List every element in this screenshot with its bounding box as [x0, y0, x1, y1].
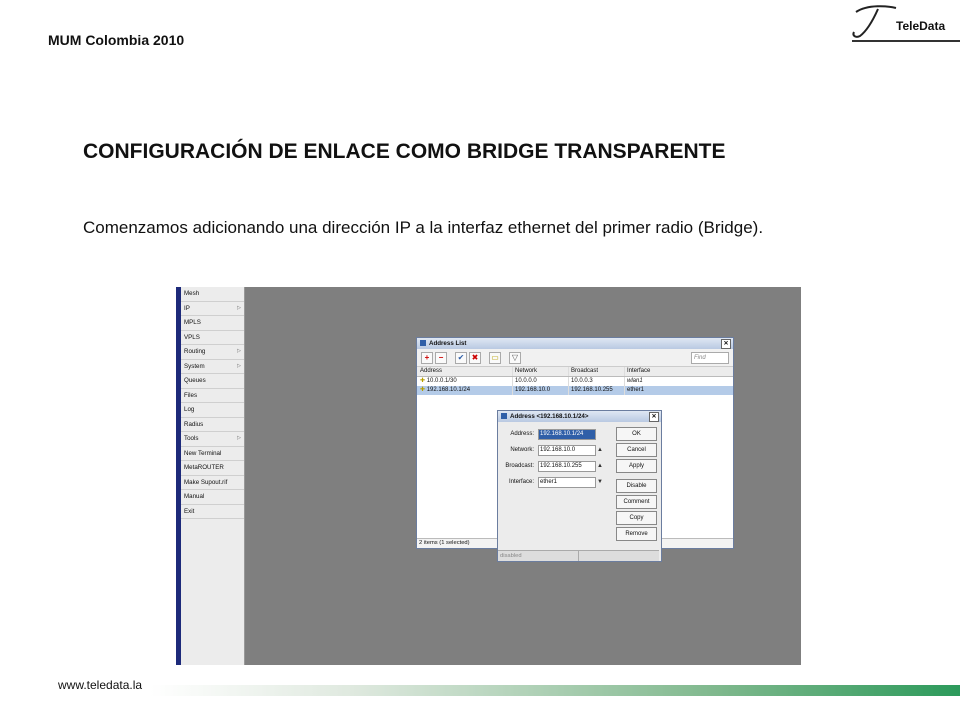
logo-underline [852, 40, 960, 42]
column-header[interactable]: Address [417, 367, 513, 376]
winbox-screenshot [176, 287, 801, 665]
submenu-arrow-icon: ▷ [237, 362, 241, 369]
copy-button[interactable]: Copy [616, 511, 657, 525]
menu-item-system[interactable]: System ▷ [181, 360, 244, 375]
network-label: Network: [510, 447, 534, 453]
address-icon: ✚ [420, 387, 426, 393]
add-icon[interactable]: + [421, 352, 433, 364]
window-icon [420, 340, 426, 346]
address-dialog-status: disabled [498, 550, 659, 561]
comment-icon[interactable]: ▭ [489, 352, 501, 364]
footer-url[interactable]: www.teledata.la [58, 678, 143, 692]
enable-check-icon[interactable]: ✔ [455, 352, 467, 364]
address-dialog-titlebar[interactable]: Address <192.168.10.1/24> ✕ [498, 411, 661, 422]
address-field[interactable]: 192.168.10.1/24 [538, 429, 596, 440]
submenu-arrow-icon: ▷ [237, 348, 241, 354]
apply-button[interactable]: Apply [616, 459, 657, 473]
address-dialog [497, 410, 662, 562]
event-name: MUM Colombia 2010 [48, 32, 185, 48]
menu-item-log[interactable]: Log [181, 403, 244, 418]
menu-item-routing[interactable]: Routing ▷ [181, 345, 244, 360]
column-header[interactable]: Network [513, 367, 569, 376]
cancel-button[interactable]: Cancel [616, 443, 657, 457]
footer-gradient-bar [150, 685, 960, 696]
slide-title: CONFIGURACIÓN DE ENLACE COMO BRIDGE TRANSPARENTE [83, 140, 726, 163]
disable-x-icon[interactable]: ✖ [469, 352, 481, 364]
collapse-up-icon[interactable]: ▲ [597, 463, 603, 469]
ok-button[interactable]: OK [616, 427, 657, 441]
submenu-arrow-icon: ▷ [237, 435, 241, 441]
menu-item-radius[interactable]: Radius [181, 418, 244, 433]
menu-item-ip[interactable]: IP ▷ [181, 302, 244, 317]
address-icon: ✚ [420, 378, 426, 384]
comment-button[interactable]: Comment [616, 495, 657, 509]
broadcast-field[interactable]: 192.168.10.255 [538, 461, 596, 472]
column-header[interactable]: Broadcast [569, 367, 625, 376]
menu-item-metarouter[interactable]: MetaROUTER [181, 461, 244, 476]
column-header[interactable]: Interface [627, 368, 651, 374]
disable-button[interactable]: Disable [616, 479, 657, 493]
address-list-titlebar[interactable]: Address List ✕ [417, 338, 733, 349]
broadcast-label: Broadcast: [505, 463, 534, 469]
network-field[interactable]: 192.168.10.0 [538, 445, 596, 456]
menu-item-exit[interactable]: Exit [181, 505, 244, 520]
menu-item-make-supout[interactable]: Make Supout.rif [181, 476, 244, 491]
address-list-toolbar [417, 349, 733, 367]
slide-body: Comenzamos adicionando una dirección IP a la interfaz ethernet del primer radio (Bridge). [83, 218, 764, 237]
table-row-selected[interactable]: ✚ 192.168.10.1/24 192.168.10.0 192.168.10.255 ether1 [417, 386, 733, 395]
menu-item-mpls[interactable]: MPLS [181, 316, 244, 331]
menu-item-mesh[interactable]: Mesh [181, 287, 244, 302]
table-header [417, 367, 733, 377]
close-icon[interactable]: ✕ [649, 412, 659, 422]
close-icon[interactable]: ✕ [721, 339, 731, 349]
remove-icon[interactable]: − [435, 352, 447, 364]
logo-text: TeleData [896, 19, 946, 33]
filter-icon[interactable]: ▽ [509, 352, 521, 364]
submenu-arrow-icon: ▷ [237, 304, 241, 311]
teledata-logo [838, 0, 960, 42]
table-row[interactable]: ✚ 10.0.0.1/30 10.0.0.0 10.0.0.3 wlan1 [417, 377, 733, 386]
menu-item-vpls[interactable]: VPLS [181, 331, 244, 346]
interface-label: Interface: [508, 479, 534, 485]
find-input[interactable]: Find [691, 352, 729, 364]
menu-item-queues[interactable]: Queues [181, 374, 244, 389]
address-label: Address: [510, 431, 534, 437]
address-list-status: 2 items (1 selected) [417, 538, 733, 548]
menu-item-manual[interactable]: Manual [181, 490, 244, 505]
dropdown-icon[interactable]: ▼ [597, 479, 603, 485]
window-icon [501, 413, 507, 419]
winbox-menu [181, 287, 245, 665]
interface-select[interactable]: ether1 [538, 477, 596, 488]
menu-item-files[interactable]: Files [181, 389, 244, 404]
remove-button[interactable]: Remove [616, 527, 657, 541]
menu-item-tools[interactable]: Tools ▷ [181, 432, 244, 447]
menu-item-new-terminal[interactable]: New Terminal [181, 447, 244, 462]
collapse-up-icon[interactable]: ▲ [597, 447, 603, 453]
